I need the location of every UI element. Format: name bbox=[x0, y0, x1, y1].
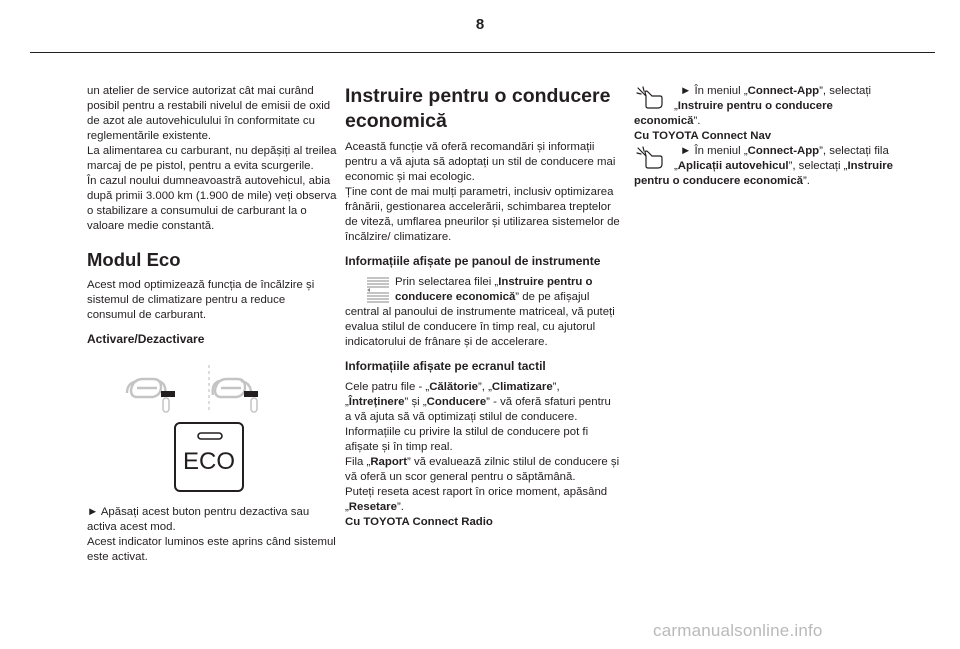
connect-radio-label: Cu TOYOTA Connect Radio bbox=[345, 516, 493, 528]
arrow-icon: ► bbox=[680, 145, 692, 157]
touchscreen-heading: Informațiile afișate pe ecranul tactil bbox=[345, 359, 546, 373]
connect-nav-label: Cu TOYOTA Connect Nav bbox=[634, 130, 772, 142]
radio-step: ► În meniul „Connect-App”, selectați „Instruire pentru o conducere economică”. bbox=[634, 85, 872, 127]
eco-mode-heading: Modul Eco bbox=[87, 249, 181, 270]
eco-button-label: ECO bbox=[182, 448, 235, 475]
left-column bbox=[87, 84, 337, 565]
tabs-paragraph: Cele patru file - „Călătorie”, „Climatizare”, „Întreținere” și „Conducere” - vă oferă sfaturi pentru a vă ajuta să vă optimizați stilul de conducere. bbox=[345, 381, 611, 423]
middle-column bbox=[345, 84, 620, 530]
new-car-paragraph: În cazul noului dumneavoastră autovehicul, abia după primii 3.000 km (1.900 de mile) veți observa o stabilizare a consumului de carburant la o valoare medie constantă. bbox=[87, 175, 337, 232]
touch-hand-icon bbox=[634, 144, 670, 170]
arrow-icon: ► bbox=[87, 506, 99, 518]
reset-paragraph: Puteți reseta acest raport în orice moment, apăsând „Resetare”. bbox=[345, 486, 608, 513]
page-number: 8 bbox=[475, 16, 485, 33]
right-column bbox=[634, 84, 899, 189]
arrow-icon: ► bbox=[680, 85, 692, 97]
eco-driving-heading: Instruire pentru o conducere economică bbox=[345, 85, 611, 132]
instrument-panel-paragraph: Prin selectarea filei „Instruire pentru o conducere economică” de pe afișajul central al panoului de instrumente matriceal, vă puteți evalua stilul de conducere în timp real, cu ajutorul indicatorului de frânare și de accelerare. bbox=[345, 276, 615, 348]
intro-paragraph: un atelier de service autorizat cât mai curând posibil pentru a restabili nivelul de emisii de oxid de azot ale autovehiculului în conformitate cu reglementările existente. bbox=[87, 85, 331, 142]
nav-step: ► În meniul „Connect-App”, selectați fila „Aplicații autovehicul”, selectați „Instruire pentru o conducere economică”. bbox=[634, 145, 894, 187]
eco-mode-description: Acest mod optimizează funcția de încălzire și sistemul de climatizare pentru a reduce consumul de carburant. bbox=[87, 279, 315, 321]
press-instruction: ► Apăsați acest buton pentru dezactiva sau activa acest mod. bbox=[87, 506, 310, 533]
watermark: carmanualsonline.info bbox=[653, 621, 823, 640]
header-rule bbox=[30, 52, 935, 53]
eco-button-figure bbox=[87, 357, 337, 497]
parameters-paragraph: Ține cont de mai mulți parametri, inclusiv optimizarea frânării, gestionarea accelerării, schimbarea treptelor de viteză, umflarea pneurilor și utilizarea sistemelor de încălzire/ climatizare. bbox=[345, 186, 620, 243]
fuel-paragraph: La alimentarea cu carburant, nu depășiți al treilea marcaj de pe pistol, pentru a evita scurgerile. bbox=[87, 145, 337, 172]
indicator-paragraph: Acest indicator luminos este aprins când sistemul este activat. bbox=[87, 536, 336, 563]
activation-heading: Activare/Dezactivare bbox=[87, 332, 205, 346]
touch-hand-icon bbox=[634, 84, 670, 110]
report-paragraph: Fila „Raport” vă evaluează zilnic stilul de conducere și vă oferă un scor general pentru o săptămână. bbox=[345, 456, 620, 483]
realtime-paragraph: Informațiile cu privire la stilul de conducere pot fi afișate și în timp real. bbox=[345, 426, 589, 453]
menu-lines-icon bbox=[345, 275, 391, 305]
eco-driving-intro: Această funcție vă oferă recomandări și informații pentru a vă ajuta să adoptați un stil de conducere mai economic și mai ecologic. bbox=[345, 141, 616, 183]
instrument-panel-heading: Informațiile afișate pe panoul de instrumente bbox=[345, 254, 601, 268]
